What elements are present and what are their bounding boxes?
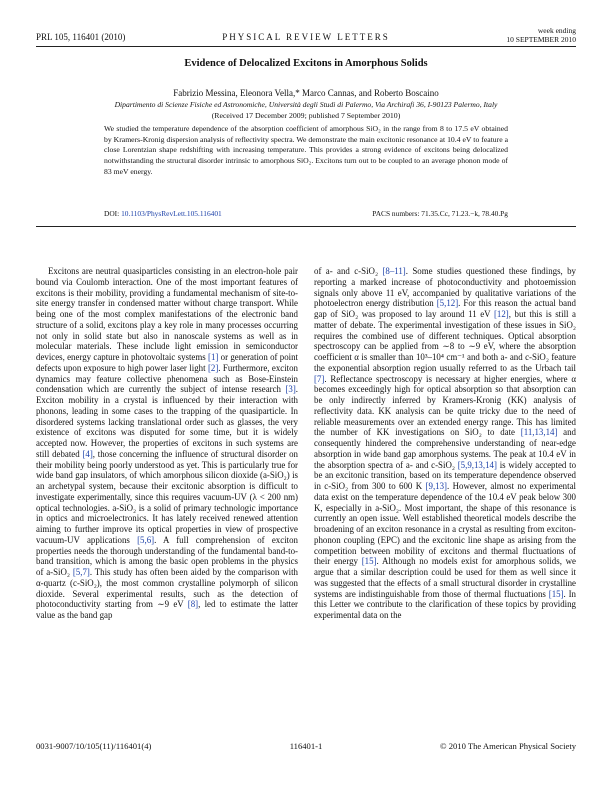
abstract: We studied the temperature dependence of the absorption coefficient of amorphous SiO₂ in the range from 8 to 17.5 eV obtained by Kramers-Kronig dispersion analysis of reflectivity spectra. We demonstrate the main excitonic resonance at 10.4 eV to feature a close Lorentzian shape redshifting with increasing temperature. This provides a strong evidence of excitons being delocalized notwithstanding the structural disorder intrinsic to amorphous SiO₂. Excitons turn out to be coupled to an average phonon mode of 83 meV energy. xyxy=(104,124,508,176)
citation-link[interactable]: [5,9,13,14] xyxy=(457,459,497,470)
running-header xyxy=(36,26,576,46)
body-text: . A full comprehension of exciton properties needs the thorough understanding of the fundamental band-to-band transition, which is among the basic open problems in the physics of a-SiO₂ xyxy=(36,534,298,577)
header-rule xyxy=(36,46,576,47)
body-text: . This study has often been aided by the comparison with α-quartz (c-SiO₂), the most common crystalline polymorph of silicon dioxide. Several experimental results, such as the detection of photoconductivity starting from ∼9 eV xyxy=(36,567,298,610)
issue-date-value: 10 SEPTEMBER 2010 xyxy=(506,35,576,44)
body-text: . Reflectance spectroscopy is necessary at higher energies, where α becomes exceedingly high for optical absorption so that absorption can be only indirectly inferred by Kramers-Kronig (KK) analysis of reflectivity data. KK analysis can be quite tricky due to the need of reliable measurements over an extended energy range. This has limited the number of KK investigations on SiO₂ to date xyxy=(314,373,576,438)
journal-name: PHYSICAL REVIEW LETTERS xyxy=(222,32,390,42)
doi-line xyxy=(104,209,222,218)
body-text: of a- and c-SiO₂ xyxy=(314,266,383,276)
affiliation: Dipartimento di Scienze Fisiche ed Astronomiche, Università degli Studi di Palermo, Via Archirafi 36, I-90123 Palermo, Italy xyxy=(114,100,498,109)
issue-date xyxy=(506,26,576,44)
citation-link[interactable]: [11,13,14] xyxy=(520,427,558,438)
body-text: . Although no models exist for amorphous solids, we argue that a similar description could be used for them as well since it was suggested that the effects of a small structural disorder in crystalline systems are indistinguishable from those of thermal fluctuations xyxy=(314,556,576,599)
citation-link[interactable]: [15] xyxy=(548,588,564,599)
citation-link[interactable]: [1] xyxy=(208,352,219,362)
footer-code: 0031-9007/10/105(11)/116401(4) xyxy=(36,741,152,751)
abstract-rule xyxy=(36,226,576,227)
copyright: © 2010 The American Physical Society xyxy=(440,741,576,751)
body-text: . For this reason the actual band gap of SiO₂ was proposed to lay around 11 eV xyxy=(314,298,576,319)
body-text: . However, almost no experimental data exist on the temperature dependence of the 10.4 eV peak below 300 K, especially in a-SiO₂. Most important, the shape of this resonance is currently an open issue. Well established theoretical models describe the broadening of an exciton resonance in a crystal as resulting from exciton-phonon coupling (EPC) and the excitonic line shape as arising from the competition between mobility of excitons and thermal fluctuations of their energy xyxy=(314,481,576,567)
body-text: . Some studies questioned these findings, by reporting a marked increase of photoconductivity and photoemission signals only above 11 eV, accompanied by qualitative variations of the photoelectron energy distribution xyxy=(314,266,576,309)
journal-reference: PRL 105, 116401 (2010) xyxy=(36,32,126,42)
body-text: , those concerning the influence of structural disorder on their mobility being poorly understood as yet. This is particularly true for wide band gap insulators, of which amorphous silicon dioxide (a-SiO₂) is an archetypal system, because their excitonic absorption is difficult to investigate experimentally, since this requires vacuum-UV (λ < 200 nm) optical technologies. a-SiO₂ is a solid of primary technologic importance in optics and microelectronics. It has lately received renewed attention aiming to further improve its optical properties in view of prospective vacuum-UV applications xyxy=(36,448,298,545)
body-text: and consequently hindered the comprehensive understanding of near-edge absorption in wide band gap amorphous systems. The peak at 10.4 eV in the absorption spectra of a- and c-SiO₂ xyxy=(314,427,576,470)
body-text: , but this is still a matter of debate. The experimental investigation of these issues in SiO₂ requires the combined use of different techniques. Optical absorption spectroscopy can be applied from ∼8 to ∼9 eV, where the absorption coefficient α is smaller than 10³–10⁴ cm⁻¹ and both a- and c-SiO₂ feature the exponential absorption region usually referred to as the Urbach tail xyxy=(314,309,576,373)
citation-link[interactable]: [8–11] xyxy=(382,266,406,276)
citation-link[interactable]: [5,6] xyxy=(137,534,155,545)
citation-link[interactable]: [2] xyxy=(207,362,219,373)
citation-link[interactable]: [8] xyxy=(187,599,199,610)
citation-link[interactable]: [12] xyxy=(493,309,509,319)
week-ending-label: week ending xyxy=(537,26,576,35)
body-text: is widely accepted to be an excitonic transition, based on its temperature dependence observed in c-SiO₂ from 300 to 600 K xyxy=(314,459,577,491)
body-column-right xyxy=(314,266,576,621)
doi-link[interactable]: 10.1103/PhysRevLett.105.116401 xyxy=(121,209,222,218)
paper-title: Evidence of Delocalized Excitons in Amorphous Solids xyxy=(184,58,428,69)
body-text: . Exciton mobility in a crystal is influenced by their interaction with phonons, leading in some cases to the trapping of the quasiparticle. In disordered systems lacking translational order such as glasses, the very existence of excitons was disputed for some time, but it is widely accepted now. However, the properties of excitons in such systems are still debated xyxy=(36,384,298,459)
body-text: . Furthermore, exciton dynamics may feature collective phenomena such as Bose-Einstein condensation which are currently the subject of intense research xyxy=(36,362,298,395)
pacs-numbers: PACS numbers: 71.35.Cc, 71.23.−k, 78.40.Pg xyxy=(372,209,508,218)
page-number: 116401-1 xyxy=(289,741,323,751)
author-list: Fabrizio Messina, Eleonora Vella,* Marco Cannas, and Roberto Boscaino xyxy=(173,88,439,98)
citation-link[interactable]: [3] xyxy=(285,384,296,395)
body-column-left xyxy=(36,266,298,621)
doi-label: DOI: xyxy=(104,209,120,218)
citation-link[interactable]: [15] xyxy=(361,556,377,567)
body-text: , led to estimate the latter value as the band gap xyxy=(36,599,298,620)
citation-link[interactable]: [4] xyxy=(82,448,93,459)
body-text: or generation of point defects upon exposure to high power laser light xyxy=(36,352,298,373)
received-dates: (Received 17 December 2009; published 7 September 2010) xyxy=(211,111,401,120)
body-text: . In this Letter we contribute to the clarification of these topics by providing experimental data on the xyxy=(314,588,576,620)
citation-link[interactable]: [5,12] xyxy=(436,298,459,309)
citation-link[interactable]: [5,7] xyxy=(72,567,90,577)
citation-link[interactable]: [7] xyxy=(314,373,325,384)
body-text: Excitons are neutral quasiparticles consisting in an electron-hole pair bound via Coulomb interaction. One of the most important features of excitons is their mobility, providing a fundamental mechanism of site-to-site energy transfer in condensed matter without charge transport. While being one of the most complex manifestations of the electronic band structure of a solid, excitons play a key role in many processes occurring not only in solid state but also in nanoscale systems as well as in molecular materials. These include light emission in semiconductor devices, energy capture in photovoltaic systems xyxy=(36,266,298,362)
citation-link[interactable]: [9,13] xyxy=(425,481,447,491)
